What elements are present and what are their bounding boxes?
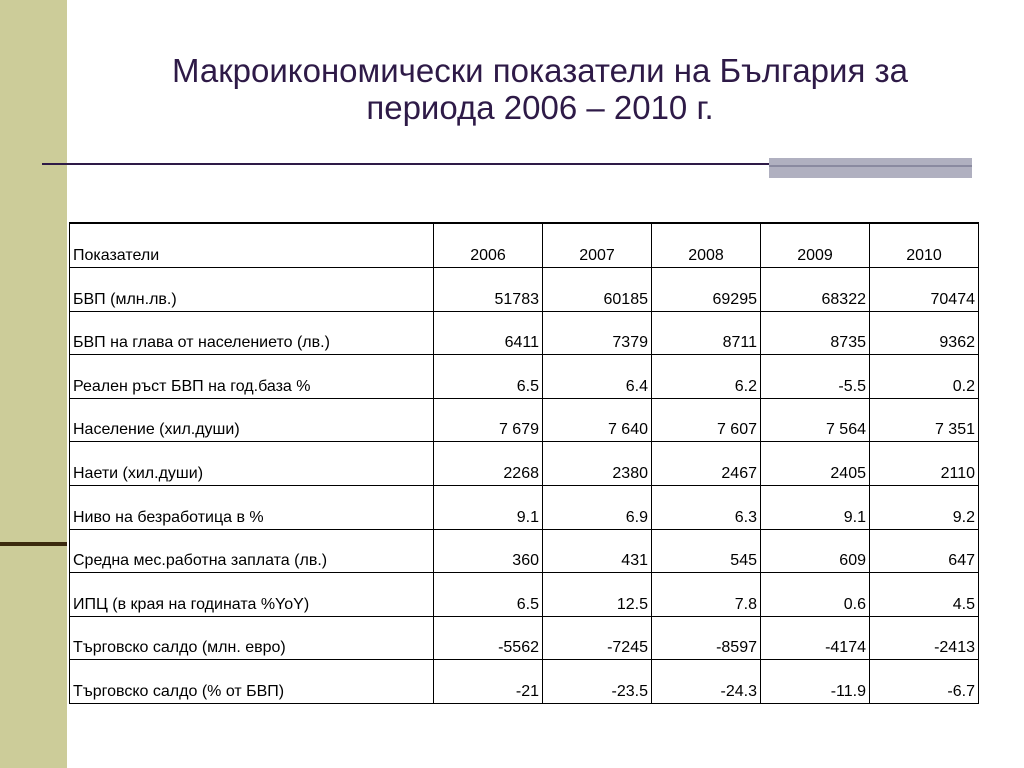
row-label: Реален ръст БВП на год.база % (70, 355, 434, 399)
header-cell-year: 2010 (870, 223, 979, 268)
value-cell: -23.5 (543, 660, 652, 704)
value-cell: -6.7 (870, 660, 979, 704)
value-cell: 7379 (543, 311, 652, 355)
row-label: БВП на глава от населението (лв.) (70, 311, 434, 355)
value-cell: 9.2 (870, 486, 979, 530)
value-cell: 7.8 (652, 573, 761, 617)
title-line-2: периода 2006 – 2010 г. (366, 89, 714, 126)
header-cell-year: 2007 (543, 223, 652, 268)
value-cell: 431 (543, 529, 652, 573)
value-cell: 2110 (870, 442, 979, 486)
slide-title (100, 52, 980, 126)
value-cell: -11.9 (761, 660, 870, 704)
value-cell: 9.1 (434, 486, 543, 530)
value-cell: -8597 (652, 616, 761, 660)
indicators-table (69, 222, 979, 704)
row-label: Търговско салдо (% от БВП) (70, 660, 434, 704)
value-cell: 51783 (434, 268, 543, 312)
value-cell: 7 564 (761, 398, 870, 442)
value-cell: -4174 (761, 616, 870, 660)
value-cell: 4.5 (870, 573, 979, 617)
table-row (70, 355, 979, 399)
value-cell: 7 679 (434, 398, 543, 442)
value-cell: 6.5 (434, 573, 543, 617)
row-label: Средна мес.работна заплата (лв.) (70, 529, 434, 573)
table-row (70, 398, 979, 442)
value-cell: 7 640 (543, 398, 652, 442)
side-accent-line (0, 542, 67, 546)
header-cell-year: 2006 (434, 223, 543, 268)
table-row (70, 616, 979, 660)
side-accent-bar (0, 0, 67, 768)
value-cell: -2413 (870, 616, 979, 660)
table-row (70, 486, 979, 530)
title-line-1: Макроикономически показатели на България за (172, 52, 908, 89)
value-cell: -5562 (434, 616, 543, 660)
table-row (70, 311, 979, 355)
value-cell: 6.9 (543, 486, 652, 530)
value-cell: 6.2 (652, 355, 761, 399)
divider-accent-block (769, 158, 972, 178)
value-cell: -24.3 (652, 660, 761, 704)
table-row (70, 442, 979, 486)
value-cell: 8711 (652, 311, 761, 355)
table-header-row (70, 223, 979, 268)
value-cell: 2268 (434, 442, 543, 486)
value-cell: 9.1 (761, 486, 870, 530)
value-cell: 647 (870, 529, 979, 573)
header-cell-year: 2009 (761, 223, 870, 268)
value-cell: 0.6 (761, 573, 870, 617)
value-cell: 69295 (652, 268, 761, 312)
value-cell: 8735 (761, 311, 870, 355)
value-cell: 360 (434, 529, 543, 573)
row-label: ИПЦ (в края на годината %YoY) (70, 573, 434, 617)
table-row (70, 529, 979, 573)
value-cell: 545 (652, 529, 761, 573)
value-cell: 12.5 (543, 573, 652, 617)
value-cell: -21 (434, 660, 543, 704)
value-cell: 68322 (761, 268, 870, 312)
value-cell: 9362 (870, 311, 979, 355)
value-cell: 2405 (761, 442, 870, 486)
header-cell-indicator: Показатели (70, 223, 434, 268)
value-cell: 2380 (543, 442, 652, 486)
title-divider (42, 163, 770, 165)
header-cell-year: 2008 (652, 223, 761, 268)
value-cell: 6.5 (434, 355, 543, 399)
table-row (70, 573, 979, 617)
row-label: БВП (млн.лв.) (70, 268, 434, 312)
value-cell: 6411 (434, 311, 543, 355)
table-row (70, 660, 979, 704)
value-cell: -7245 (543, 616, 652, 660)
value-cell: 70474 (870, 268, 979, 312)
value-cell: -5.5 (761, 355, 870, 399)
row-label: Население (хил.души) (70, 398, 434, 442)
value-cell: 7 351 (870, 398, 979, 442)
table-row (70, 268, 979, 312)
value-cell: 7 607 (652, 398, 761, 442)
value-cell: 2467 (652, 442, 761, 486)
row-label: Търговско салдо (млн. евро) (70, 616, 434, 660)
value-cell: 609 (761, 529, 870, 573)
row-label: Наети (хил.души) (70, 442, 434, 486)
value-cell: 0.2 (870, 355, 979, 399)
value-cell: 60185 (543, 268, 652, 312)
row-label: Ниво на безработица в % (70, 486, 434, 530)
value-cell: 6.4 (543, 355, 652, 399)
value-cell: 6.3 (652, 486, 761, 530)
